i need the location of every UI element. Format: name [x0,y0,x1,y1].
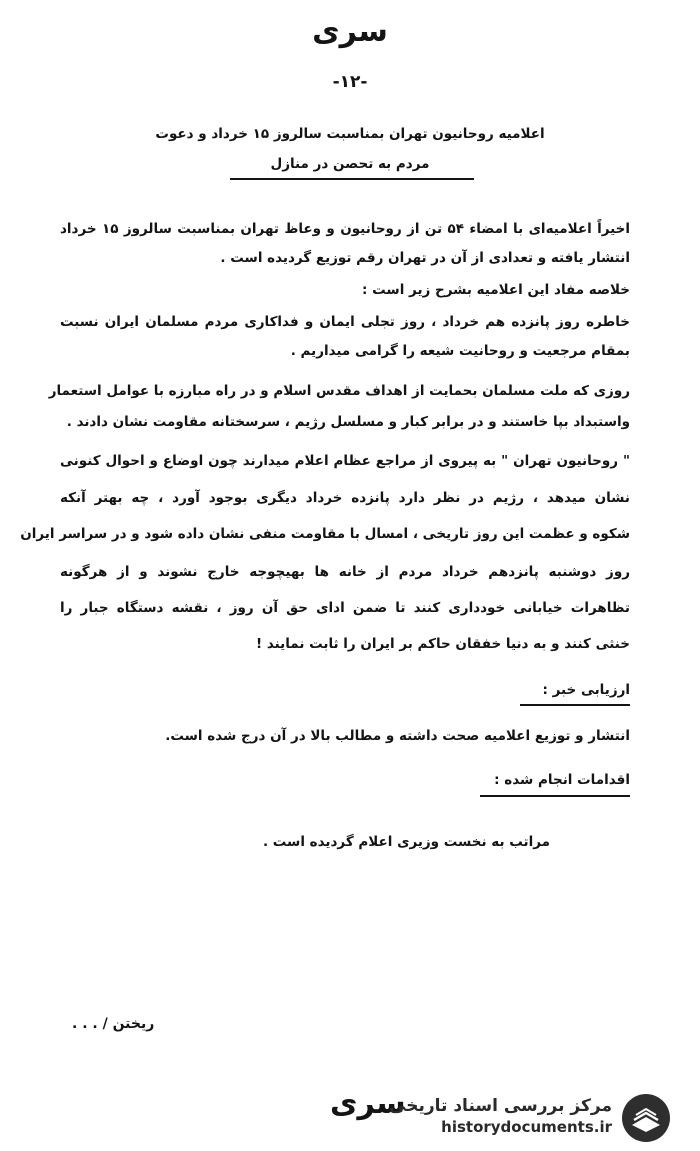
evaluation-heading: ارزیابی خبر : [542,682,630,698]
body-line: خنثی کنند و به دنیا خفقان حاکم بر ایران را ثابت نمایند ! [255,636,630,652]
body-line: روزی که ملت مسلمان بحمایت از اهداف مقدس اسلام و در راه مبارزه با عوامل استعمار [48,383,630,399]
page-number: -۱۲- [332,72,368,92]
document-subtitle: مردم به تحصن در منازل [270,156,430,172]
actions-heading: اقدامات انجام شده : [494,772,630,788]
body-line: خاطره روز پانزده هم خرداد ، روز تجلی ایمان و فداکاری مردم مسلمان ایران نسبت [60,314,630,330]
body-line: خلاصه مفاد این اعلامیه بشرح زیر است : [362,282,630,298]
evaluation-text: انتشار و توزیع اعلامیه صحت داشته و مطالب بالا در آن درج شده است. [165,728,630,744]
body-line: شکوه و عظمت این روز تاریخی ، امسال با مقاومت منفی نشان داده شود و در سراسر ایران [20,526,630,542]
title-underline [230,178,474,180]
book-logo-icon [620,1092,672,1144]
body-line: بمقام مرجعیت و روحانیت شیعه را گرامی میداریم . [290,343,630,359]
watermark-url: historydocuments.ir [441,1118,612,1136]
watermark-title: مرکز بررسی اسناد تاریخی [389,1096,612,1116]
header-classification-mark: سری [312,14,388,49]
actions-text: مراتب به نخست وزیری اعلام گردیده است . [262,834,550,850]
body-line: " روحانیون تهران " به پیروی از مراجع عظام اعلام میدارند چون اوضاع و احوال کنونی [60,453,630,469]
signature: ریختن / . . . [72,1016,155,1032]
body-line: انتشار یافته و تعدادی از آن در تهران رقم توزیع گردیده است . [220,250,630,266]
body-line: واستبداد بپا خاستند و در برابر کبار و مسلسل رژیم ، سرسختانه مقاومت نشان دادند . [66,414,630,430]
watermark [382,1092,672,1144]
body-line: تظاهرات خیابانی خودداری کنند تا ضمن ادای حق آن روز ، نقشه دستگاه جبار را [60,600,630,616]
body-line: اخیراً اعلامیه‌ای با امضاء ۵۴ تن از روحانیون و وعاظ تهران بمناسبت سالروز ۱۵ خرداد [60,221,631,237]
body-line: نشان میدهد ، رژیم در نظر دارد پانزده خرداد دیگری بوجود آورد ، چه بهتر آنکه [60,490,630,506]
document-title: اعلامیه روحانیون تهران بمناسبت سالروز ۱۵ خرداد و دعوت [155,126,545,142]
actions-underline [480,795,630,797]
evaluation-underline [520,704,630,706]
body-line: روز دوشنبه پانزدهم خرداد مردم از خانه ها بهیچوجه خارج نشوند و از هرگونه [60,564,630,580]
footer-classification-mark: سری [330,1086,406,1121]
